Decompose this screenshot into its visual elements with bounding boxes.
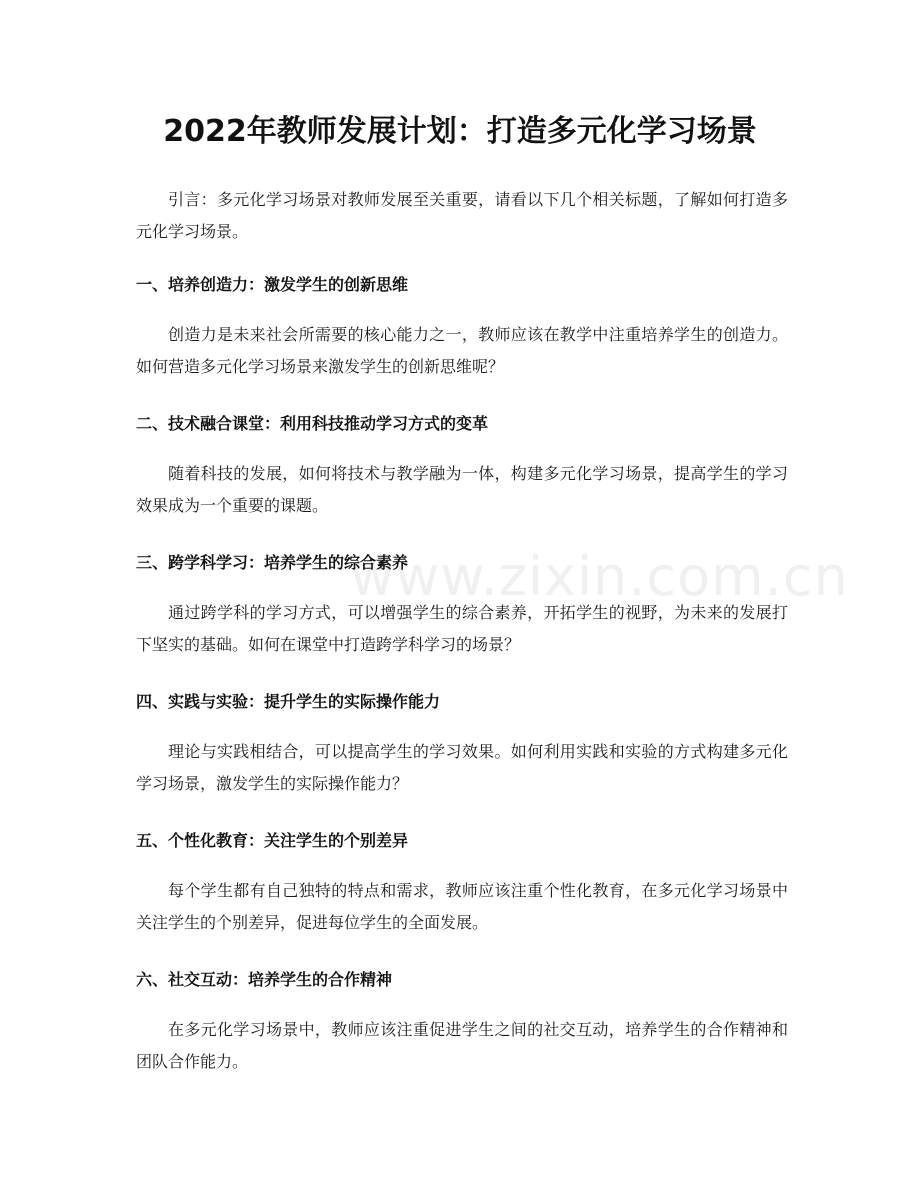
intro-paragraph: 引言：多元化学习场景对教师发展至关重要，请看以下几个相关标题，了解如何打造多元化学习场景。 [136,190,788,241]
section-4 [136,686,788,800]
watermark-text: www.zixin.com.cn [350,545,849,608]
section-heading: 三、跨学科学习：培养学生的综合素养 [136,553,409,572]
section-2 [136,408,788,522]
section-1 [136,269,788,383]
section-heading: 五、个性化教育：关注学生的个别差异 [136,831,409,850]
section-5 [136,825,788,939]
section-body: 创造力是未来社会所需要的核心能力之一，教师应该在教学中注重培养学生的创造力。如何营造多元化学习场景来激发学生的创新思维呢？ [136,325,788,376]
section-body: 理论与实践相结合，可以提高学生的学习效果。如何利用实践和实验的方式构建多元化学习场景，激发学生的实际操作能力？ [136,742,788,793]
section-body: 随着科技的发展，如何将技术与教学融为一体，构建多元化学习场景，提高学生的学习效果成为一个重要的课题。 [136,464,788,515]
document-title: 2022年教师发展计划：打造多元化学习场景 [163,114,757,149]
section-body: 在多元化学习场景中，教师应该注重促进学生之间的社交互动，培养学生的合作精神和团队合作能力。 [136,1020,788,1071]
section-body: 每个学生都有自己独特的特点和需求，教师应该注重个性化教育，在多元化学习场景中关注学生的个别差异，促进每位学生的全面发展。 [136,881,788,932]
section-heading: 六、社交互动：培养学生的合作精神 [136,970,393,989]
section-heading: 二、技术融合课堂：利用科技推动学习方式的变革 [136,414,489,433]
section-6 [136,964,788,1078]
section-3 [136,547,788,661]
section-body: 通过跨学科的学习方式，可以增强学生的综合素养，开拓学生的视野，为未来的发展打下坚实的基础。如何在课堂中打造跨学科学习的场景？ [136,603,788,654]
section-heading: 一、培养创造力：激发学生的创新思维 [136,275,409,294]
section-heading: 四、实践与实验：提升学生的实际操作能力 [136,692,441,711]
